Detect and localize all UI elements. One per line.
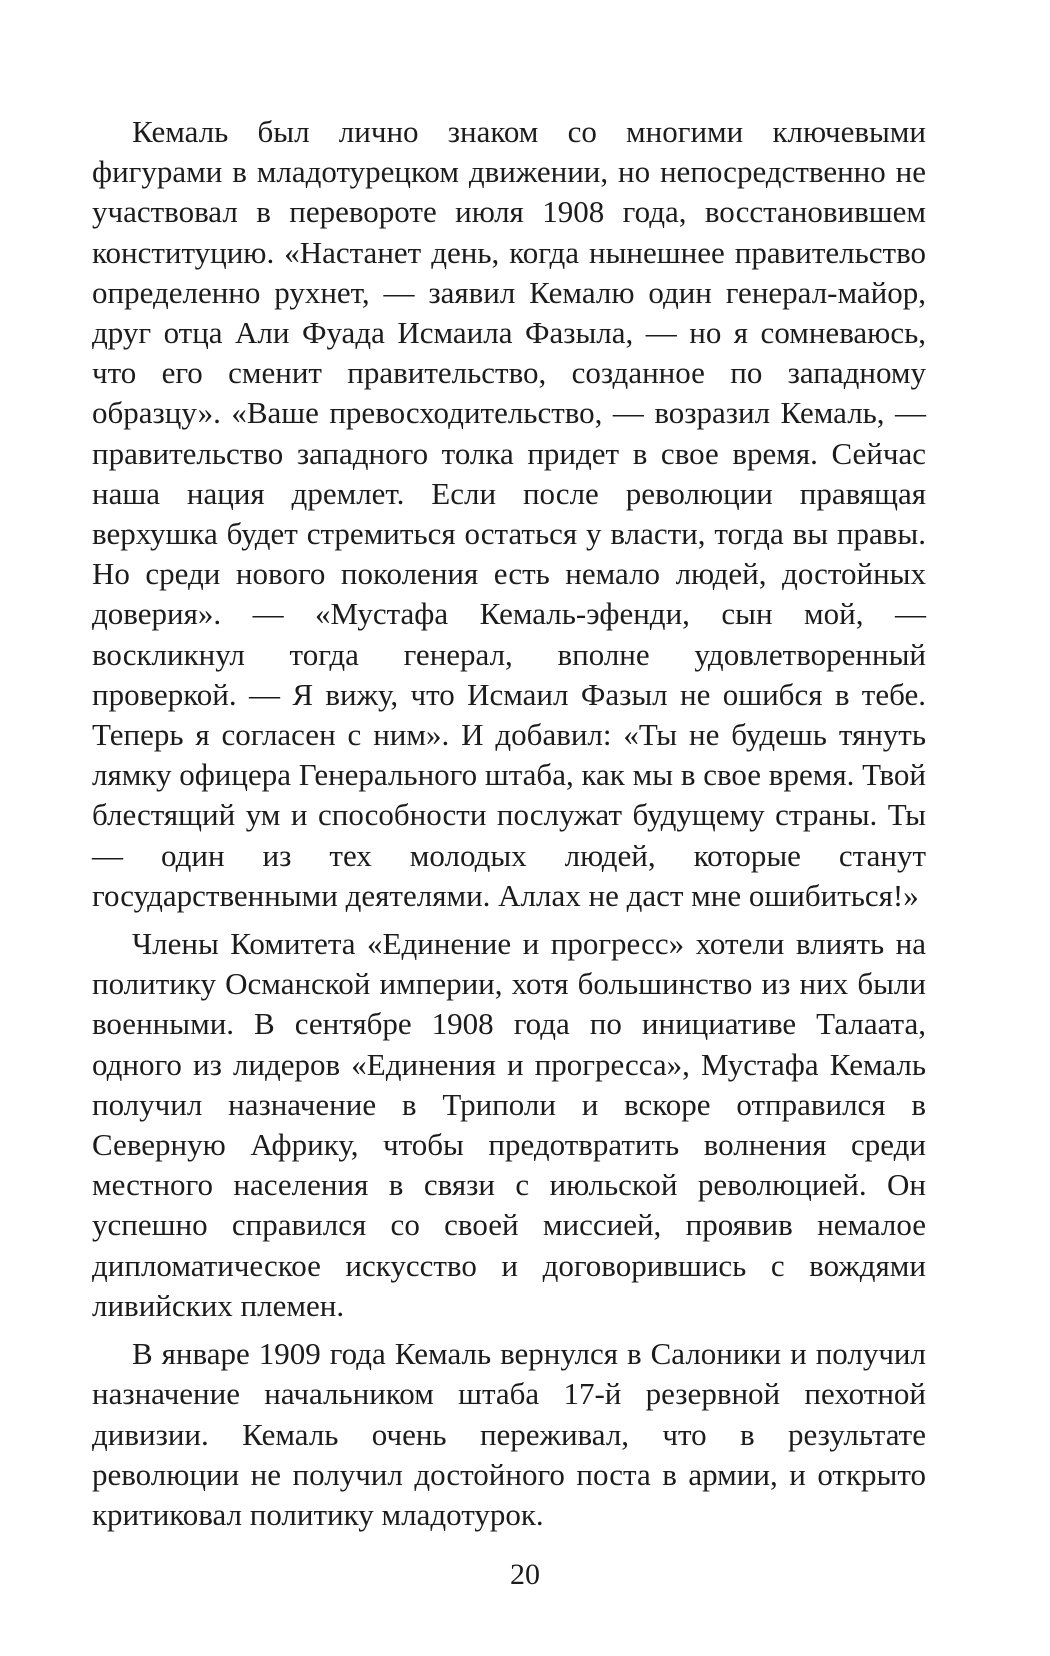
paragraph-1: Кемаль был лично знаком со многими ключевыми фигурами в младотурецком движении, но непосредственно не участвовал в перевороте июля 1908 года, восстановившем конституцию. «Настанет день, когда нынешнее правительство определенно рухнет, — заявил Кемалю один генерал-майор, друг отца Али Фуада Исмаила Фазыла, — но я сомневаюсь, что его сменит правительство, созданное по западному образцу». «Ваше превосходительство, — возразил Кемаль, — правительство западного толка придет в свое время. Сейчас наша нация дремлет. Если после революции правящая верхушка будет стремиться остаться у власти, тогда вы правы. Но среди нового поколения есть немало людей, достойных доверия». — «Мустафа Кемаль-эфенди, сын мой, — воскликнул тогда генерал, вполне удовлетворенный проверкой. — Я вижу, что Исмаил Фазыл не ошибся в тебе. Теперь я согласен с ним». И добавил: «Ты не будешь тянуть лямку офицера Генерального штаба, как мы в свое время. Твой блестящий ум и способности послужат будущему страны. Ты — один из тех молодых людей, которые станут государственными деятелями. Аллах не даст мне ошибиться!» <box>92 114 926 913</box>
page-number: 20 <box>510 1558 540 1591</box>
paragraph-2: Члены Комитета «Единение и прогресс» хотели влиять на политику Османской империи, хотя большинство из них были военными. В сентябре 1908 года по инициативе Талаата, одного из лидеров «Единения и прогресса», Мустафа Кемаль получил назначение в Триполи и вскоре отправился в Северную Африку, чтобы предотвратить волнения среди местного населения в связи с июльской революцией. Он успешно справился со своей миссией, проявив немалое дипломатическое искусство и договорившись с вождями ливийских племен. <box>92 926 926 1323</box>
page-body <box>92 112 926 1535</box>
paragraph-3: В январе 1909 года Кемаль вернулся в Салоники и получил назначение начальником штаба 17-й резервной пехотной дивизии. Кемаль очень переживал, что в результате революции не получил достойного поста в армии, и открыто критиковал политику младотурок. <box>92 1336 926 1532</box>
